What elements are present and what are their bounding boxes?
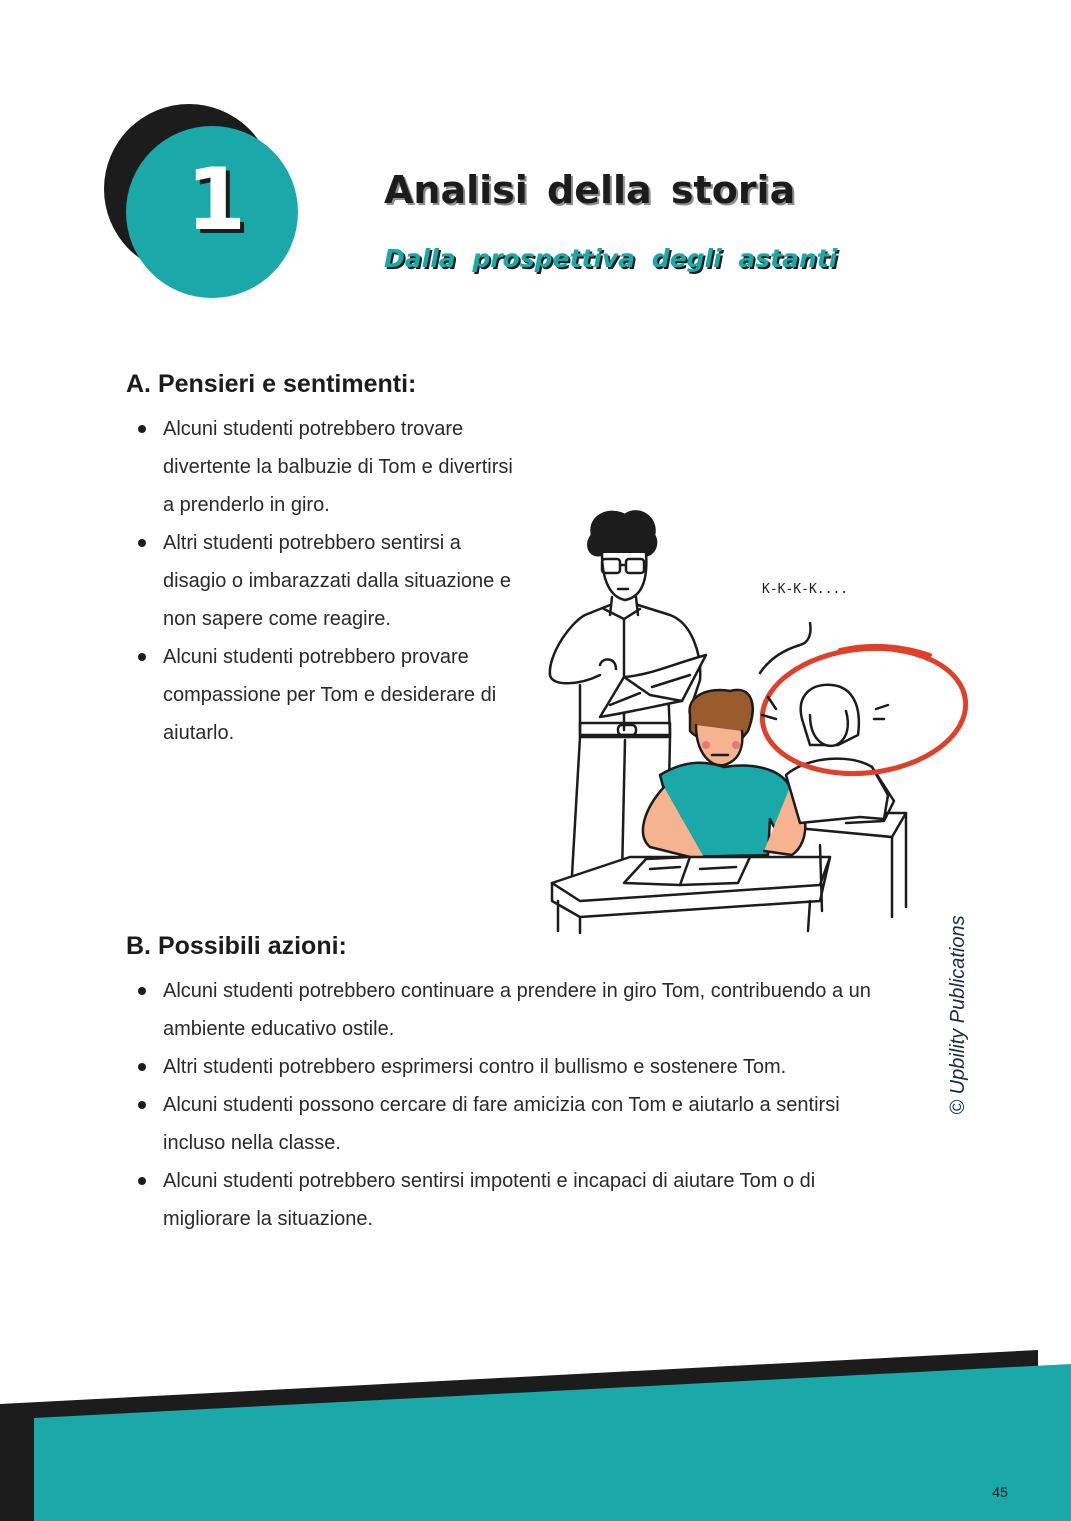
list-item-line: a prenderlo in giro.	[163, 494, 330, 516]
footer-decoration	[0, 1340, 1071, 1521]
list-item-line: disagio o imbarazzati dalla situazione e	[163, 570, 511, 592]
list-item-line: compassione per Tom e desiderare di	[163, 684, 497, 706]
section-b-heading: B. Possibili azioni:	[126, 932, 347, 960]
list-item-line: migliorare la situazione.	[163, 1208, 374, 1230]
list-item-line: ambiente educativo ostile.	[163, 1018, 395, 1040]
list-item	[163, 972, 871, 1048]
section-b-list	[163, 972, 871, 1238]
list-item	[163, 410, 513, 524]
list-item-line: aiutarlo.	[163, 722, 235, 744]
list-item-line: Altri studenti potrebbero esprimersi contro il bullismo e sostenere Tom.	[163, 1056, 787, 1078]
speech-text: K-K-K-K....	[762, 582, 849, 597]
page-number: 45	[992, 1484, 1008, 1500]
copyright-notice: © Upbility Publications	[947, 915, 969, 1115]
list-item	[163, 1086, 871, 1162]
student-girl	[786, 685, 894, 823]
list-item-line: incluso nella classe.	[163, 1132, 341, 1154]
badge-number: 1	[186, 150, 246, 250]
section-a-heading: A. Pensieri e sentimenti:	[126, 370, 417, 398]
list-item-line: Alcuni studenti potrebbero provare	[163, 646, 469, 668]
list-item-line: Alcuni studenti potrebbero continuare a prendere in giro Tom, contribuendo a un	[163, 980, 871, 1002]
classroom-illustration	[540, 505, 980, 935]
list-item	[163, 1162, 871, 1238]
list-item-line: Alcuni studenti potrebbero trovare	[163, 418, 464, 440]
list-item	[163, 524, 513, 638]
list-item-line: Altri studenti potrebbero sentirsi a	[163, 532, 461, 554]
list-item-line: divertente la balbuzie di Tom e divertirsi	[163, 456, 513, 478]
student-tom	[643, 690, 805, 861]
list-item-line: non sapere come reagire.	[163, 608, 391, 630]
page-title: Analisi della storia	[384, 168, 796, 212]
list-item	[163, 1048, 871, 1086]
list-item-line: Alcuni studenti possono cercare di fare amicizia con Tom e aiutarlo a sentirsi	[163, 1094, 840, 1116]
section-a-list	[163, 410, 513, 752]
list-item-line: Alcuni studenti potrebbero sentirsi impotenti e incapaci di aiutare Tom o di	[163, 1170, 816, 1192]
page-subtitle: Dalla prospettiva degli astanti	[384, 244, 838, 273]
list-item	[163, 638, 513, 752]
desk-book	[624, 857, 750, 885]
